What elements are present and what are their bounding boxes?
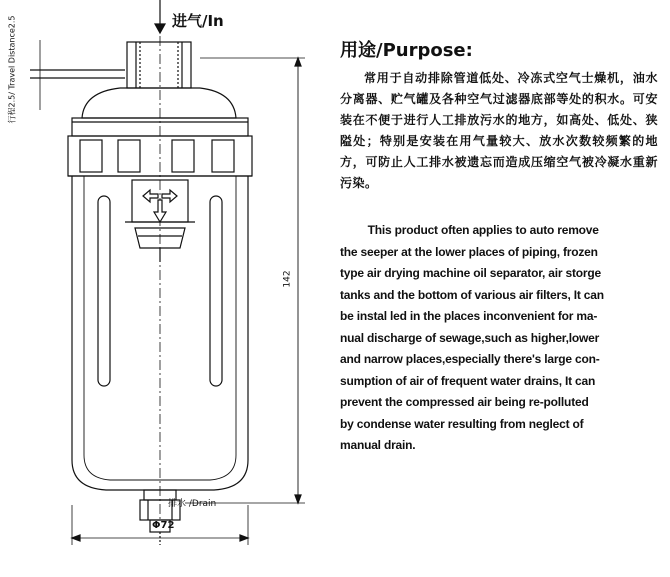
purpose-line: type air drying machine oil separator, air storge xyxy=(340,266,601,280)
right-sight-slot xyxy=(210,196,222,386)
purpose-line: the seeper at the lower places of piping, frozen xyxy=(340,244,598,259)
height-label: 142 xyxy=(282,270,293,288)
drain-label: 排水 /Drain xyxy=(168,499,217,509)
inlet-label: 进气/In xyxy=(172,12,224,30)
purpose-line: prevent the compressed air being re-polluted xyxy=(340,395,589,409)
purpose-heading-en: /Purpose: xyxy=(376,40,473,61)
inlet-arrow-head xyxy=(155,24,165,33)
purpose-line: nual discharge of sewage,such as higher,lower xyxy=(340,330,600,345)
diameter-label: Φ72 xyxy=(152,520,175,531)
travel-distance-label: 行程2.5/ Travel Distance2.5 xyxy=(7,15,17,124)
purpose-line: be instal led in the places inconvenient for ma- xyxy=(340,309,598,323)
purpose-line: by condense water resulting from neglect of xyxy=(340,416,584,431)
down-arrow-icon xyxy=(154,200,166,222)
purpose-line: manual drain. xyxy=(340,438,416,452)
purpose-heading-cn: 用途 xyxy=(340,40,376,61)
left-arrow-icon xyxy=(143,190,158,202)
left-sight-slot xyxy=(98,196,110,386)
purpose-section xyxy=(340,36,658,457)
cap-shoulder xyxy=(82,88,236,118)
purpose-text-cn: 常用于自动排除管道低处、冷冻式空气士燥机，油水分离器、贮气罐及各种空气过滤器底部等处的积水。可安装在不便于进行人工排放污水的地方，如高处、低处、狭隘处；特别是安装在用气量较大、放水次数较频繁的地方，可防止人工排水被遗忘而造成压缩空气被冷凝水重新污染。 xyxy=(340,71,658,190)
purpose-line: This product often applies to auto remove xyxy=(367,223,599,237)
purpose-line: and narrow places,especially there's large con- xyxy=(340,352,600,366)
right-arrow-icon xyxy=(162,190,177,202)
purpose-heading xyxy=(340,36,658,62)
purpose-text-en xyxy=(340,220,658,457)
purpose-line: tanks and the bottom of various air filters, It can xyxy=(340,287,604,302)
purpose-line: sumption of air of frequent water drains, It can xyxy=(340,373,596,388)
